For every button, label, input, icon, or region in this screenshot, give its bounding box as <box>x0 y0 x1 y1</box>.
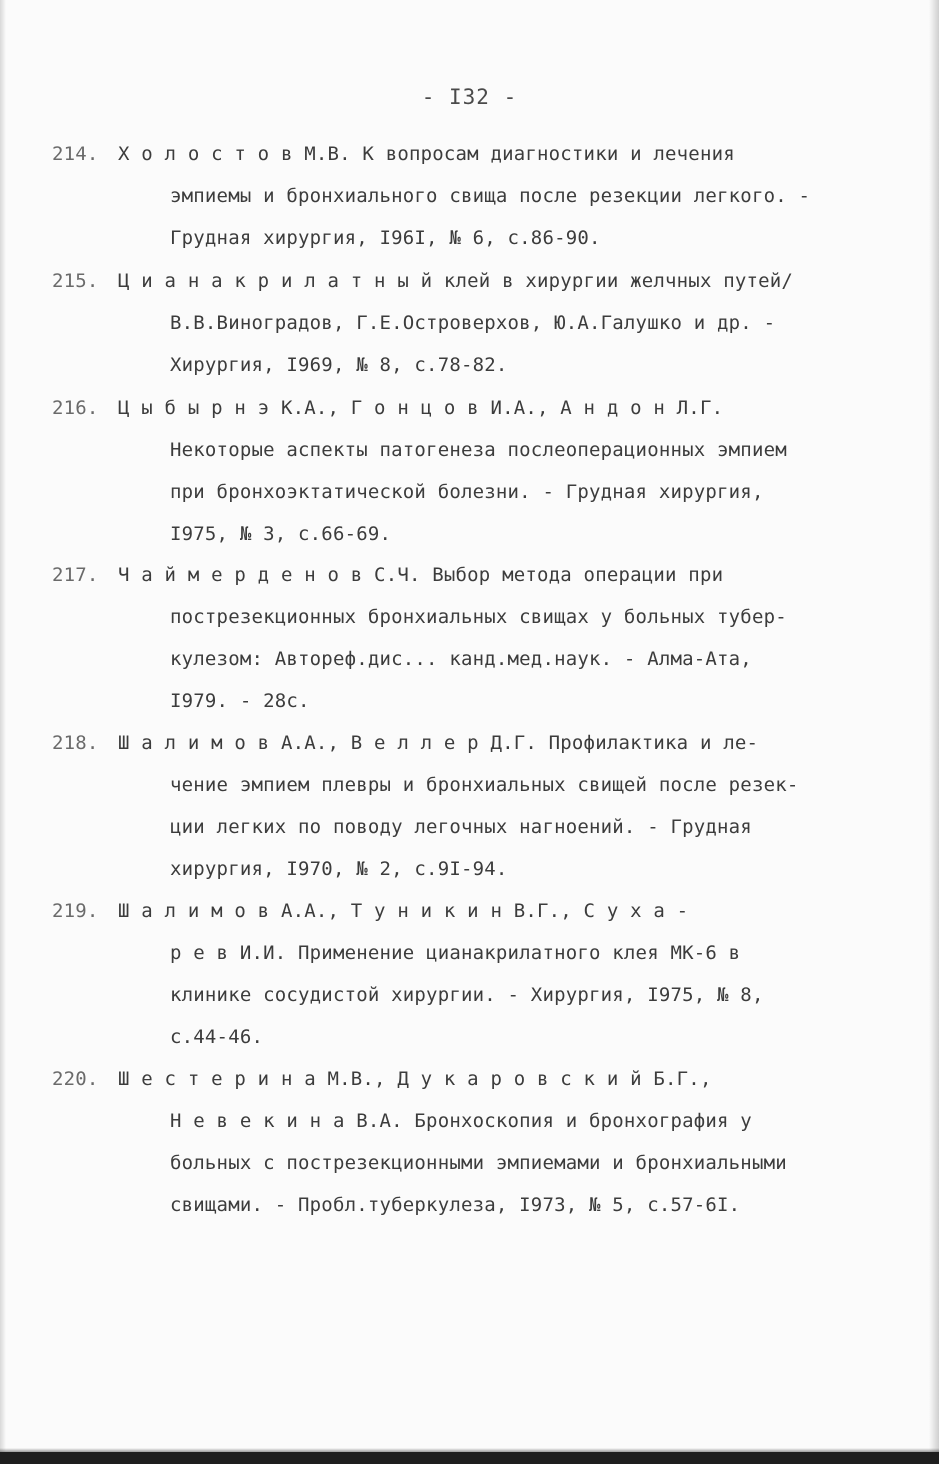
scan-edge-left <box>0 0 6 1464</box>
reference-line <box>52 260 892 302</box>
reference-number: 217. <box>52 564 99 586</box>
reference-entry-218 <box>52 722 892 890</box>
reference-line <box>52 1058 892 1100</box>
reference-text: Ц и а н а к р и л а т н ы й клей в хирургии желчных путей/ <box>118 270 794 292</box>
reference-text: Ш а л и м о в А.А., В е л л е р Д.Г. Профилактика и ле- <box>118 732 759 754</box>
reference-text: Ш е с т е р и н а М.В., Д у к а р о в с к и й Б.Г., <box>118 1068 712 1090</box>
page-number: - I32 - <box>421 85 518 109</box>
reference-entry-215 <box>52 260 892 386</box>
reference-line: чение эмпием плевры и бронхиальных свищей после резек- <box>170 774 799 796</box>
reference-line <box>52 554 892 596</box>
reference-text: Ш а л и м о в А.А., Т у н и к и н В.Г., С у х а - <box>118 900 689 922</box>
reference-number: 218. <box>52 732 99 754</box>
reference-line: В.В.Виноградов, Г.Е.Островерхов, Ю.А.Галушко и др. - <box>170 312 776 334</box>
reference-line: ции легких по поводу легочных нагноений. - Грудная <box>170 816 752 838</box>
reference-line <box>52 133 892 175</box>
reference-line: р е в И.И. Применение цианакрилатного клея МК-6 в <box>170 942 741 964</box>
reference-line: клинике сосудистой хирургии. - Хирургия, I975, № 8, <box>170 984 764 1006</box>
reference-line: Грудная хирургия, I96I, № 6, с.86-90. <box>170 227 601 249</box>
reference-line: пострезекционных бронхиальных свищах у больных тубер- <box>170 606 787 628</box>
reference-line: Хирургия, I969, № 8, с.78-82. <box>170 354 508 376</box>
reference-line: Н е в е к и н а В.А. Бронхоскопия и бронхография у <box>170 1110 752 1132</box>
reference-line: хирургия, I970, № 2, с.9I-94. <box>170 858 508 880</box>
reference-line <box>52 387 892 429</box>
reference-text: Х о л о с т о в М.В. К вопросам диагностики и лечения <box>118 143 735 165</box>
reference-line: кулезом: Автореф.дис... канд.мед.наук. - Алма-Ата, <box>170 648 752 670</box>
reference-entry-219 <box>52 890 892 1058</box>
reference-line: с.44-46. <box>170 1026 264 1048</box>
reference-number: 215. <box>52 270 99 292</box>
reference-line: при бронхоэктатической болезни. - Грудная хирургия, <box>170 481 764 503</box>
scan-edge-right <box>929 0 939 1464</box>
reference-text: Ц ы б ы р н э К.А., Г о н ц о в И.А., А н д о н Л.Г. <box>118 397 724 419</box>
reference-number: 214. <box>52 143 99 165</box>
reference-number: 220. <box>52 1068 99 1090</box>
reference-entry-217 <box>52 554 892 722</box>
reference-text: Ч а й м е р д е н о в С.Ч. Выбор метода операции при <box>118 564 724 586</box>
reference-line <box>52 890 892 932</box>
reference-line: I975, № 3, с.66-69. <box>170 523 392 545</box>
reference-line: эмпиемы и бронхиального свища после резекции легкого. - <box>170 185 811 207</box>
reference-number: 216. <box>52 397 99 419</box>
reference-line: I979. - 28с. <box>170 690 310 712</box>
reference-line: больных с пострезекционными эмпиемами и бронхиальными <box>170 1152 787 1174</box>
reference-entry-214 <box>52 133 892 259</box>
reference-entry-216 <box>52 387 892 555</box>
scan-bottom-edge <box>0 1452 939 1464</box>
reference-line: Некоторые аспекты патогенеза послеоперационных эмпием <box>170 439 787 461</box>
reference-number: 219. <box>52 900 99 922</box>
reference-line: свищами. - Пробл.туберкулеза, I973, № 5, с.57-6I. <box>170 1194 741 1216</box>
reference-line <box>52 722 892 764</box>
reference-entry-220 <box>52 1058 892 1226</box>
